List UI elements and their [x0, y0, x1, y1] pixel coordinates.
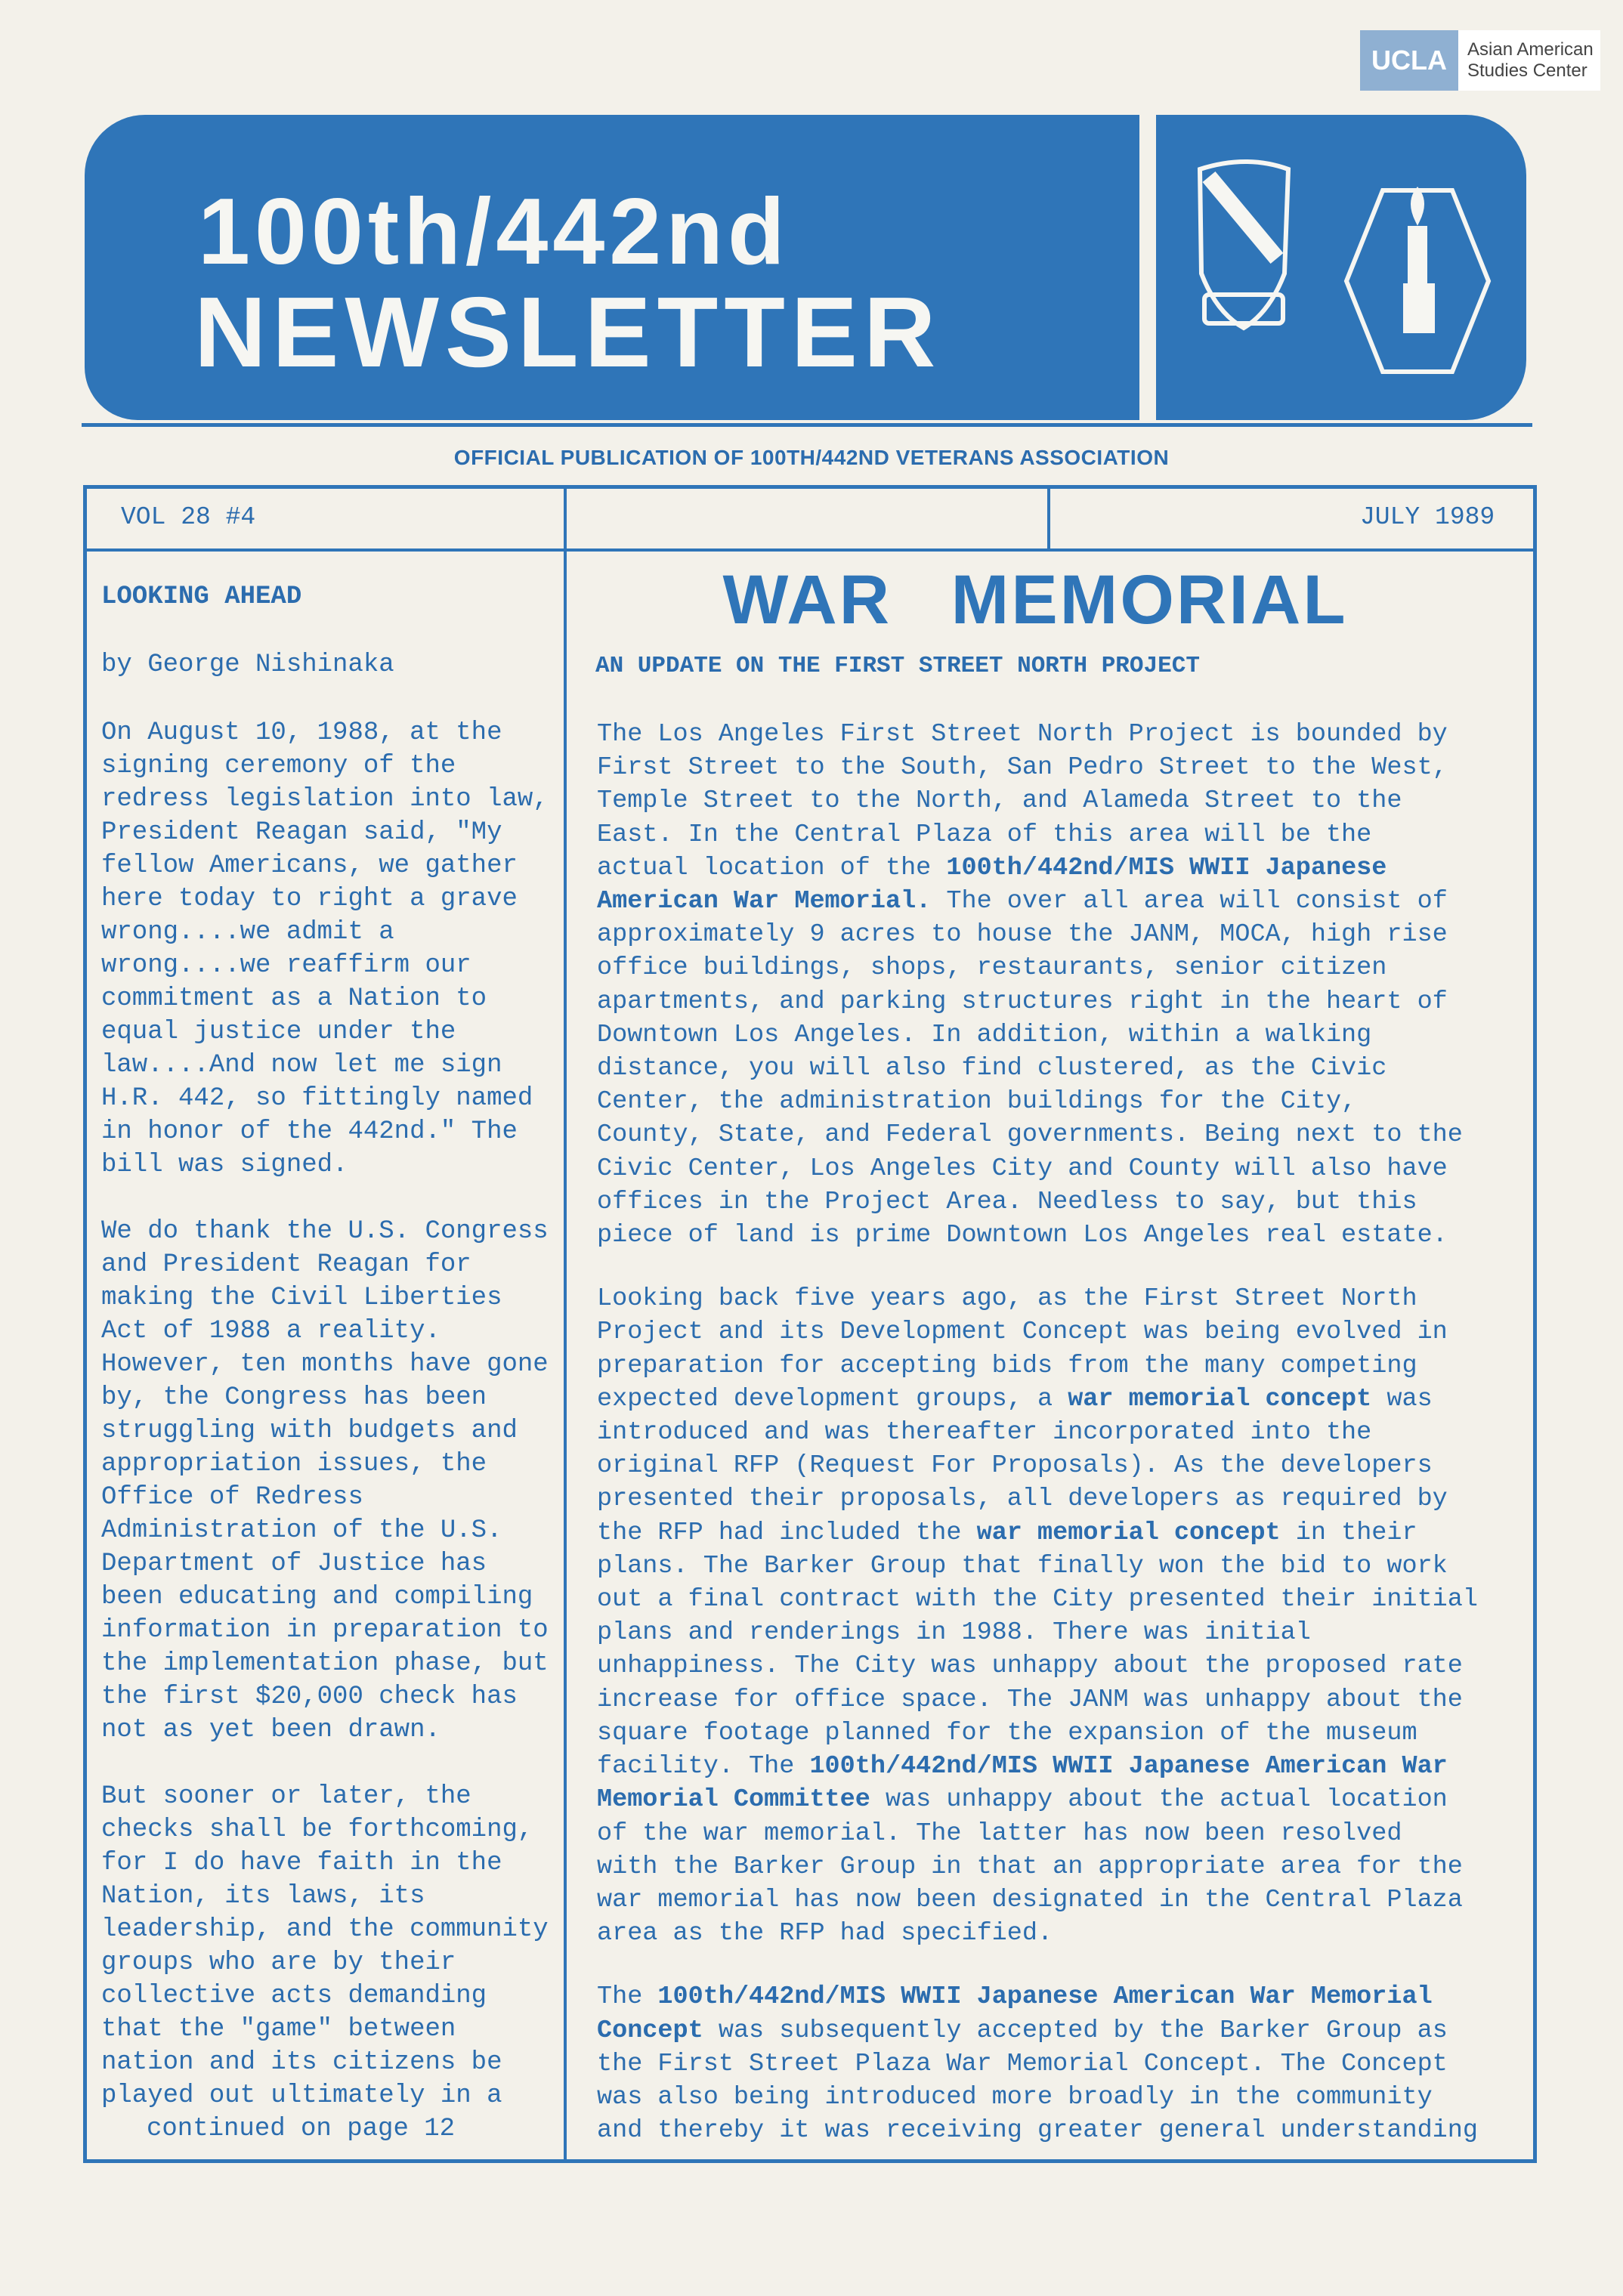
ucla-center-name [1458, 30, 1600, 91]
continued-note: continued on page 12 [147, 2115, 456, 2143]
issue-date: JULY 1989 [1360, 503, 1495, 531]
date-cell-divider [1047, 485, 1050, 552]
ucla-center-line1: Asian American [1467, 39, 1594, 60]
top-rule [82, 423, 1532, 427]
shield-crest-icon [1200, 162, 1288, 328]
ucla-logo: UCLA [1360, 30, 1458, 91]
text-run: Looking back five years ago, as the First Street North Project and its Development Concept was being evolved in preparation for accepting bids from the many competing expected development groups, a [597, 1284, 1448, 1414]
looking-ahead-column [101, 580, 555, 2146]
column-paragraph: But sooner or later, the checks shall be forthcoming, for I do have faith in the Nation, its laws, its leadership, and the community groups who are by their collective acts demanding that the "game" between nation and its citizens be played out ultimately in a [101, 1782, 549, 2110]
text-run: was introduced and was thereafter incorporated into the original RFP (Request For Proposals). As the developers presented their proposals, all developers as required by the RFP had included the [597, 1384, 1448, 1547]
column-divider [564, 485, 567, 2163]
article-paragraph-3 [597, 1980, 1511, 2147]
column-paragraph: We do thank the U.S. Congress and President Reagan for making the Civil Liberties Act of 1988 a reality. However, ten months have gone by, the Congress has been struggling with budgets and appropriation issues, the Office of Redress Administration of the U.S. Department of Justice has been educating and compiling information in preparation to the implementation phase, but the first $20,000 check has not as yet been drawn. [101, 1217, 549, 1744]
text-run: in their plans. The Barker Group that finally won the bid to work out a final contract with the City presented their initial plans and renderings in 1988. There was initial unhappiness. The City was unhappy about the proposed rate increase for office space. The JANM was unhappy about the square footage planned for the expansion of the museum facility. The [597, 1518, 1478, 1781]
article-subtitle: AN UPDATE ON THE FIRST STREET NORTH PROJECT [595, 653, 1200, 679]
column-byline: by George Nishinaka [101, 650, 394, 679]
masthead-title-line2: NEWSLETTER [194, 277, 942, 388]
issue-volume: VOL 28 #4 [121, 503, 256, 531]
ucla-watermark [1360, 30, 1600, 91]
bold-run: war memorial concept [976, 1518, 1281, 1547]
ucla-center-line2: Studies Center [1467, 60, 1587, 81]
insignia-panel [1156, 115, 1526, 420]
masthead-title-line1: 100th/442nd [198, 180, 790, 284]
text-run: The over all area will consist of approximately 9 acres to house the JANM, MOCA, high rise office buildings, shops, restaurants, senior citizen apartments, and parking structures right in the heart of Downtown Los Angeles. In addition, within a walking distance, you will also find clustered, as the Civic Center, the administration buildings for the City, County, State, and Federal governments. Being next to the Civic Center, Los Angeles City and County will also have offices in the Project Area. Needless to say, but this piece of land is prime Downtown Los Angeles real estate. [597, 887, 1463, 1250]
article-title: WAR MEMORIAL [722, 561, 1348, 638]
article-body [597, 718, 1511, 2177]
torch-hand-icon [1346, 190, 1489, 372]
article-paragraph-2 [597, 1282, 1511, 1950]
article-paragraph-1 [597, 718, 1511, 1252]
text-run: The [597, 1982, 658, 2012]
bold-run: 100th/442nd/MIS WWII Japanese American War Memorial Concept [597, 1982, 1433, 2045]
text-run: The Los Angeles First Street North Project is bounded by First Street to the South, San Pedro Street to the West, Temple Street to the North, and Alameda Street to the East. In the Central Plaza of this area will be the actual location of the [597, 720, 1448, 882]
column-heading: LOOKING AHEAD [101, 582, 302, 611]
text-run: was unhappy about the actual location of the war memorial. The latter has now been resolved with the Barker Group in that an appropriate area for the war memorial has now been designated in the Central Plaza area as the RFP had specified. [597, 1785, 1463, 1948]
masthead [85, 115, 1139, 420]
bold-run: war memorial concept [1068, 1384, 1372, 1414]
unit-insignia-icons [1156, 115, 1526, 420]
bold-run: 100th/442nd/MIS WWII Japanese American War Memorial Committee [597, 1752, 1448, 1815]
bold-run: 100th/442nd/MIS WWII Japanese American War Memorial. [597, 853, 1387, 916]
column-paragraph: On August 10, 1988, at the signing ceremony of the redress legislation into law, President Reagan said, "My fellow Americans, we gather here today to right a grave wrong....we admit a wrong....we reaffirm our commitment as a Nation to equal justice under the law....And now let me sign H.R. 442, so fittingly named in honor of the 442nd." The bill was signed. [101, 718, 549, 1179]
text-run: was subsequently accepted by the Barker Group as the First Street Plaza War Memorial Concept. The Concept was also being introduced more broadly in the community and thereby it was receiving greater general understanding [597, 2016, 1478, 2146]
tagline: OFFICIAL PUBLICATION OF 100TH/442ND VETERANS ASSOCIATION [453, 446, 1170, 469]
issue-row-divider [83, 549, 1537, 552]
